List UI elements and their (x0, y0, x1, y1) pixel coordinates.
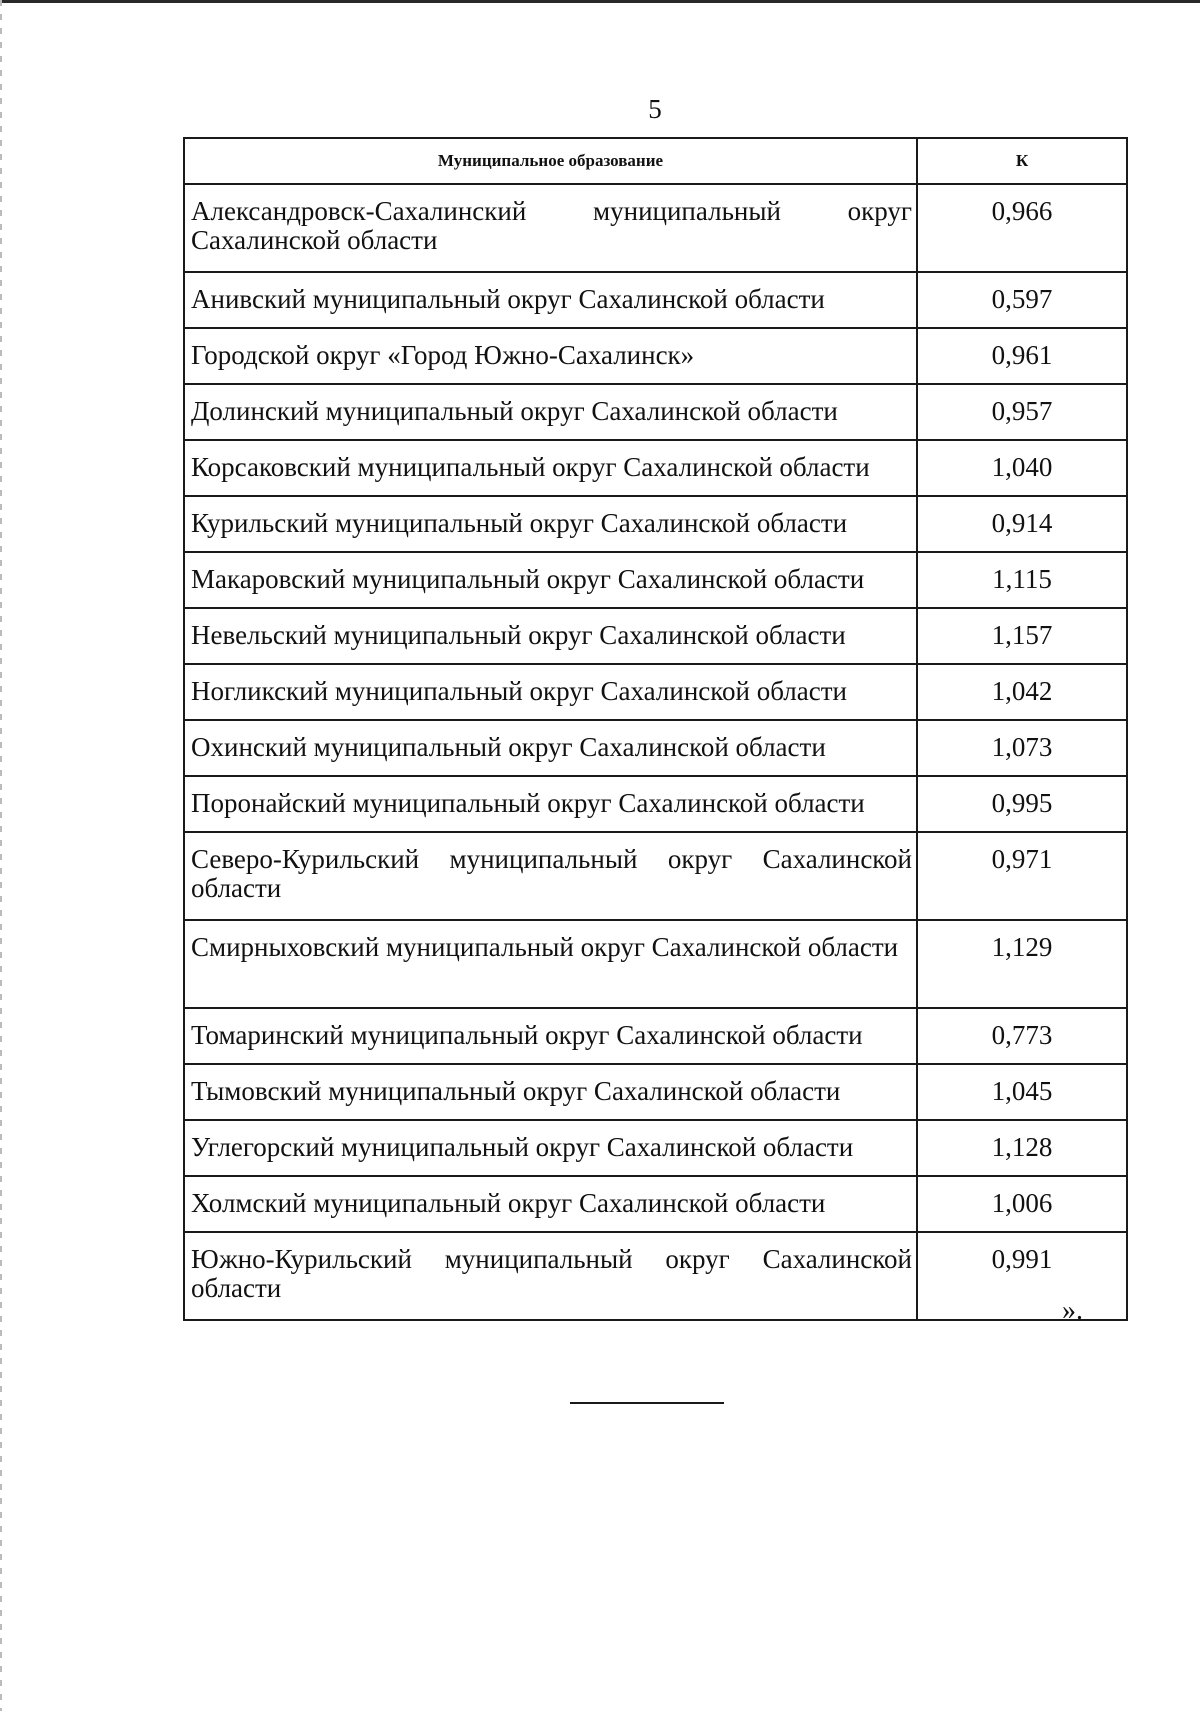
municipality-name-cell: Городской округ «Город Южно-Сахалинск» (184, 328, 917, 384)
municipality-name-cell: Южно-Курильский муниципальный округ Сахалинской области (184, 1232, 917, 1320)
municipality-name-cell: Тымовский муниципальный округ Сахалинской области (184, 1064, 917, 1120)
municipality-name-cell: Ногликский муниципальный округ Сахалинской области (184, 664, 917, 720)
table-row (184, 1232, 1127, 1320)
closing-divider-line (570, 1402, 724, 1404)
municipality-name-cell: Холмский муниципальный округ Сахалинской области (184, 1176, 917, 1232)
municipality-name-cell: Томаринский муниципальный округ Сахалинской области (184, 1008, 917, 1064)
coefficient-value-cell: 0,957 (917, 384, 1127, 440)
coefficient-table-container (183, 137, 1126, 1321)
scan-top-edge (0, 0, 1200, 3)
table-row (184, 664, 1127, 720)
table-row (184, 328, 1127, 384)
coefficient-value-cell: 0,773 (917, 1008, 1127, 1064)
coefficient-value-cell: 1,040 (917, 440, 1127, 496)
coefficient-value-cell: 1,073 (917, 720, 1127, 776)
coefficient-value-cell: 1,042 (917, 664, 1127, 720)
municipality-name-cell: Макаровский муниципальный округ Сахалинской области (184, 552, 917, 608)
table-row (184, 496, 1127, 552)
header-municipality: Муниципальное образование (184, 138, 917, 184)
page-number: 5 (648, 94, 662, 124)
coefficient-value-cell: 0,971 (917, 832, 1127, 920)
municipality-name-cell: Корсаковский муниципальный округ Сахалинской области (184, 440, 917, 496)
municipality-name-cell: Поронайский муниципальный округ Сахалинской области (184, 776, 917, 832)
municipality-name-cell: Долинский муниципальный округ Сахалинской области (184, 384, 917, 440)
table-row (184, 608, 1127, 664)
coefficient-table (183, 137, 1128, 1321)
table-body (184, 184, 1127, 1320)
coefficient-value-cell: 0,961 (917, 328, 1127, 384)
table-row (184, 184, 1127, 272)
table-row (184, 1008, 1127, 1064)
coefficient-value-cell: 1,006 (917, 1176, 1127, 1232)
coefficient-value-cell: 1,157 (917, 608, 1127, 664)
table-row (184, 920, 1127, 1008)
coefficient-value-cell: 0,966 (917, 184, 1127, 272)
table-row (184, 1176, 1127, 1232)
coefficient-value-cell: 1,115 (917, 552, 1127, 608)
closing-quote: ». (1062, 1295, 1083, 1326)
coefficient-value-cell: 1,045 (917, 1064, 1127, 1120)
table-row (184, 1120, 1127, 1176)
table-row (184, 440, 1127, 496)
municipality-name-cell: Смирныховский муниципальный округ Сахалинской области (184, 920, 917, 1008)
table-row (184, 1064, 1127, 1120)
header-coefficient: К (917, 138, 1127, 184)
coefficient-value-cell: 0,991 (917, 1232, 1127, 1320)
table-row (184, 720, 1127, 776)
table-row (184, 272, 1127, 328)
municipality-name-cell: Невельский муниципальный округ Сахалинской области (184, 608, 917, 664)
coefficient-value-cell: 0,995 (917, 776, 1127, 832)
table-row (184, 384, 1127, 440)
table-row (184, 552, 1127, 608)
municipality-name-cell: Охинский муниципальный округ Сахалинской области (184, 720, 917, 776)
municipality-name-cell: Александровск-Сахалинский муниципальный округ Сахалинской области (184, 184, 917, 272)
table-row (184, 832, 1127, 920)
coefficient-value-cell: 1,129 (917, 920, 1127, 1008)
municipality-name-cell: Углегорский муниципальный округ Сахалинской области (184, 1120, 917, 1176)
scan-left-edge (0, 0, 2, 1711)
municipality-name-cell: Курильский муниципальный округ Сахалинской области (184, 496, 917, 552)
table-header-row (184, 138, 1127, 184)
table-row (184, 776, 1127, 832)
coefficient-value-cell: 1,128 (917, 1120, 1127, 1176)
coefficient-value-cell: 0,914 (917, 496, 1127, 552)
coefficient-value-cell: 0,597 (917, 272, 1127, 328)
municipality-name-cell: Северо-Курильский муниципальный округ Сахалинской области (184, 832, 917, 920)
municipality-name-cell: Анивский муниципальный округ Сахалинской области (184, 272, 917, 328)
